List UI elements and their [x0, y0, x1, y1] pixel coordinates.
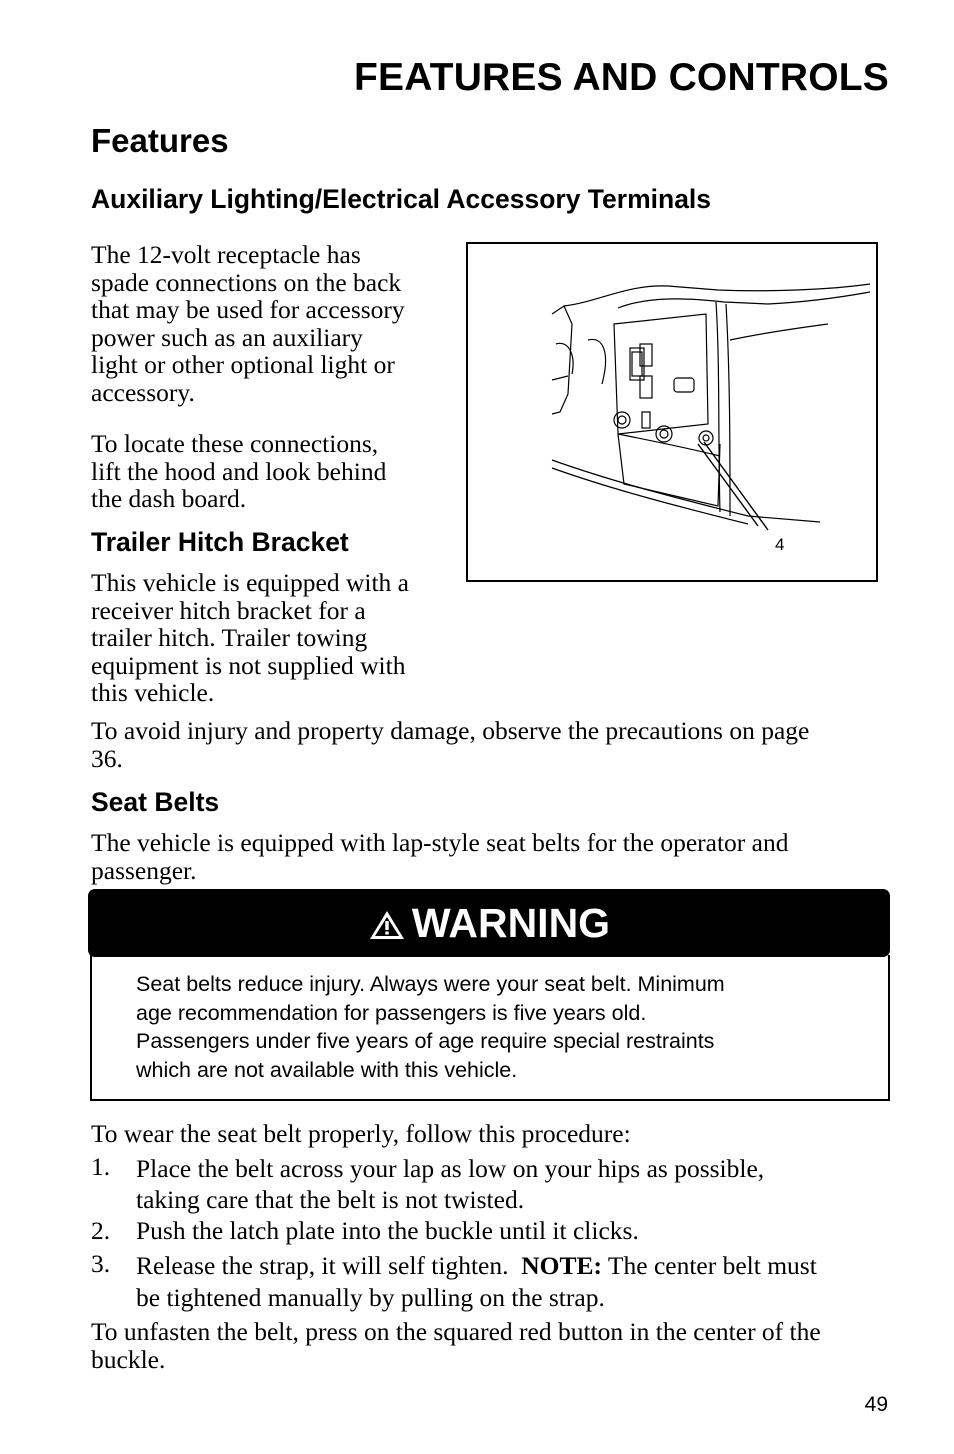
step-text: [136, 1217, 896, 1245]
text-line: be tightened manually by pulling on the strap.: [136, 1283, 605, 1312]
seatbelts-heading: Seat Belts: [91, 787, 220, 817]
page-header-title: FEATURES AND CONTROLS: [353, 56, 889, 99]
text-fragment: Release the strap, it will self tighten.: [136, 1251, 522, 1280]
step-number: 1.: [91, 1152, 111, 1181]
text-line: equipment is not supplied with: [91, 650, 406, 680]
step-text: [136, 1153, 896, 1215]
text-line: that may be used for accessory: [91, 295, 405, 324]
text-line: spade connections on the back: [91, 267, 402, 297]
warning-banner: [88, 889, 890, 957]
dashboard-illustration: [468, 244, 876, 580]
text-line: Push the latch plate into the buckle until it clicks.: [136, 1216, 639, 1245]
unfasten-paragraph: [91, 1318, 901, 1373]
text-line: The 12-volt receptacle has: [91, 240, 361, 269]
text-line: passenger.: [91, 855, 197, 885]
warning-label: WARNING: [411, 900, 611, 946]
warning-message: [136, 970, 856, 1084]
text-line: This vehicle is equipped with a: [91, 568, 409, 597]
text-line: The vehicle is equipped with lap-style seat belts for the operator and: [91, 828, 789, 857]
step-number: 3.: [91, 1249, 111, 1278]
text-line: [136, 1250, 896, 1282]
text-line: taking care that the belt is not twisted.: [136, 1185, 525, 1214]
text-line: To avoid injury and property damage, observe the precautions on page: [91, 716, 810, 745]
text-line: receiver hitch bracket for a: [91, 595, 366, 625]
text-line: light or other optional light or: [91, 350, 395, 379]
dashboard-figure: [466, 242, 878, 582]
text-line: which are not available with this vehicle.: [136, 1057, 518, 1082]
text-line: lift the hood and look behind: [91, 456, 387, 486]
note-label: NOTE:: [521, 1251, 603, 1280]
text-line: buckle.: [91, 1344, 166, 1374]
aux-paragraph-2: [91, 430, 451, 513]
text-line: power such as an auxiliary: [91, 322, 363, 352]
text-line: Seat belts reduce injury. Always were your seat belt. Minimum: [136, 972, 725, 996]
trailer-paragraph-2: [91, 717, 891, 772]
trailer-heading: Trailer Hitch Bracket: [91, 527, 349, 557]
text-line: this vehicle.: [91, 678, 215, 707]
step-text: [136, 1250, 896, 1314]
text-line: Place the belt across your lap as low on your hips as possible,: [136, 1154, 765, 1183]
warning-title: [88, 900, 890, 947]
seatbelts-paragraph: [91, 829, 891, 884]
text-line: age recommendation for passengers is five years old.: [136, 1000, 647, 1025]
section-title: Features: [91, 122, 229, 159]
step-number: 2.: [91, 1216, 111, 1245]
procedure-intro: To wear the seat belt properly, follow this procedure:: [91, 1119, 631, 1148]
text-line: 36.: [91, 743, 123, 773]
aux-paragraph-1: [91, 241, 451, 406]
text-line: Passengers under five years of age require special restraints: [136, 1029, 715, 1053]
trailer-paragraph-1: [91, 569, 461, 707]
warning-box: [90, 955, 890, 1101]
text-line: the dash board.: [91, 484, 247, 513]
warning-triangle-icon: [368, 909, 406, 941]
text-line: To locate these connections,: [91, 429, 379, 458]
text-line: accessory.: [91, 377, 195, 407]
page-number: 49: [864, 1393, 888, 1416]
figure-callout-number: 4: [775, 535, 785, 554]
text-line: To unfasten the belt, press on the squared red button in the center of the: [91, 1317, 821, 1346]
aux-heading: Auxiliary Lighting/Electrical Accessory Terminals: [91, 184, 712, 214]
text-fragment: The center belt must: [602, 1251, 817, 1280]
text-line: trailer hitch. Trailer towing: [91, 623, 368, 652]
